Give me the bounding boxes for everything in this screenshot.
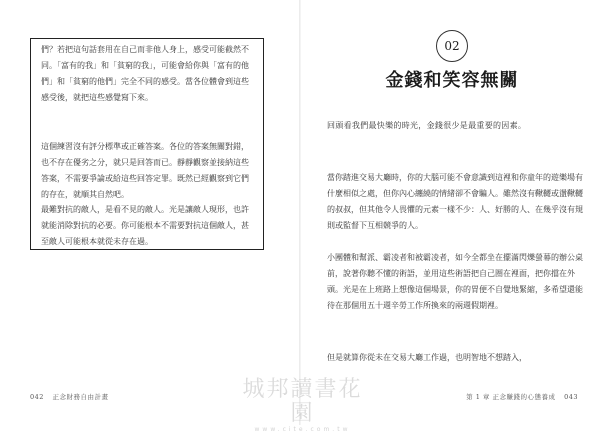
body-paragraph-3: 但是就算你從未在交易大廳工作過，也明智地不想踏入，	[327, 353, 527, 362]
left-book-title: 正念財務自由計畫	[52, 393, 109, 401]
right-chapter-title: 正念賺錢的心態養成	[492, 393, 556, 401]
body-paragraph-1: 當你踏進交易大廳時，你的大腦可能不會意識到這裡和你童年的遊樂場有什麼相似之處，但你內心纏繞的情緒卻不會騙人。雖然沒有鞦韆或盪鞦韆的叔叔，但其他令人畏懼的元素一樣不少：人、好勝的人、在幾乎沒有規則或監督下互相競爭的人。	[327, 173, 583, 230]
chapter-number: 02	[444, 39, 460, 53]
page-gutter	[299, 0, 301, 425]
body-paragraph-2: 小團體和幫派、霸凌者和被霸凌者，如今全都坐在擺滿閃爍螢幕的辦公桌前，說著你聽不懂的術語，並用這些術語把自己圈在裡面，把你擋在外頭。光是在上班路上想像這個場景，你的胃便不自覺地緊縮，多希望還能待在那個用五十週辛勞工作所換來的兩週假期裡。	[327, 253, 583, 310]
publisher-watermark	[235, 377, 370, 433]
watermark-text: 城邦讀書花園	[242, 377, 363, 426]
watermark-url: www.cite.com.tw	[254, 426, 351, 433]
right-page-number: 043	[564, 393, 578, 401]
exercise-box	[30, 38, 264, 250]
box-paragraph-3: 最難對抗的敵人，是看不見的敵人。光是讓敵人現形，也許就能消除對抗的必要。你可能根本不需要對抗這個敵人，甚至敵人可能根本就從未存在過。	[41, 205, 249, 246]
right-chapter-label: 第 1 章	[466, 393, 490, 401]
right-page-footer	[466, 392, 578, 401]
box-paragraph-2: 這個練習沒有評分標準或正確答案。各位的答案無關對錯，也不存在優劣之分，就只是回答而已。靜靜觀察並接納這些答案，不需要爭論或給這些回答定罪。既然已經觀察到它們的存在，就順其自然吧。	[41, 142, 249, 199]
box-paragraph-1: 們？若把這句話套用在自己而非他人身上，感受可能截然不同。「富有的我」和「貧窮的我」，可能會給你與「富有的他們」和「貧窮的他們」完全不同的感受。當各位體會到這些感受後，就把這些感覺寫下來。	[41, 45, 249, 102]
left-page-number: 042	[30, 393, 44, 401]
chapter-title: 金錢和笑容無關	[385, 70, 519, 91]
left-page-footer	[30, 392, 109, 401]
chapter-epigraph: 回頭看我們最快樂的時光，金錢很少是最重要的因素。	[327, 121, 527, 130]
chapter-number-badge	[436, 30, 468, 62]
